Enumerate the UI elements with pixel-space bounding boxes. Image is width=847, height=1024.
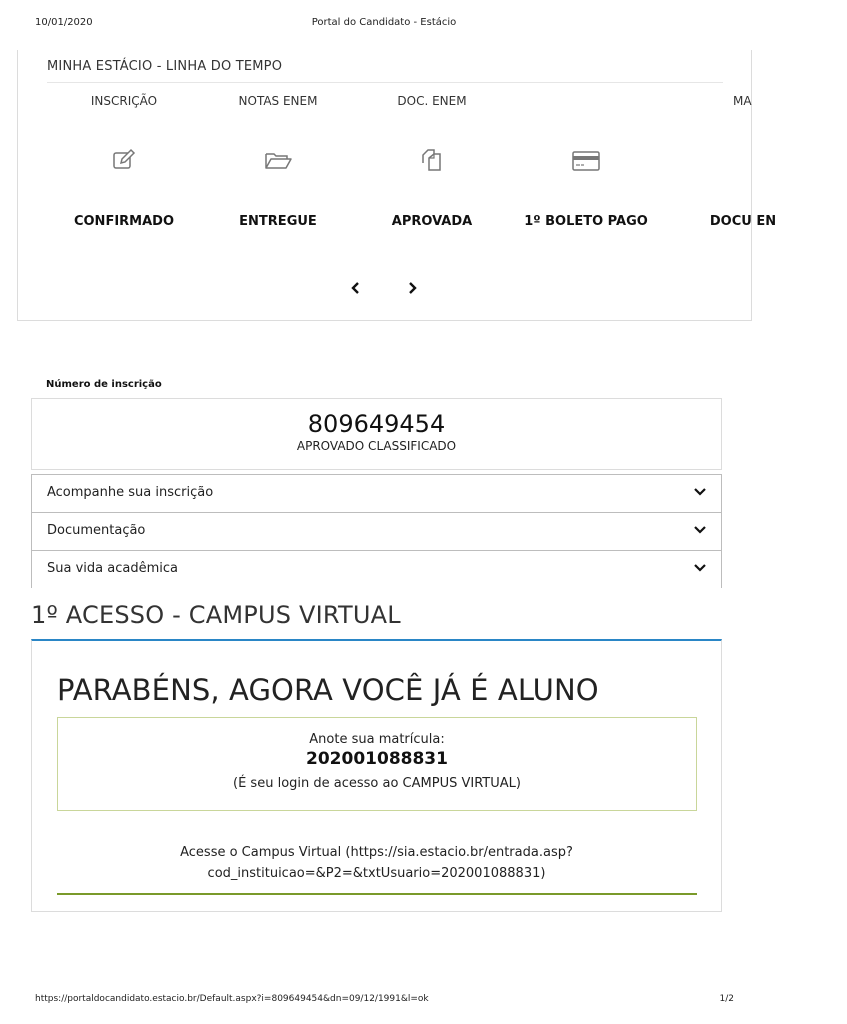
chevron-down-icon [693, 485, 707, 499]
step-label [509, 94, 663, 112]
inscricao-box [31, 398, 722, 470]
documents-icon [355, 146, 509, 174]
step-status: DOCU EN [709, 214, 777, 229]
accordion-item-vida-academica[interactable] [31, 550, 722, 588]
campus-card [31, 639, 722, 912]
matricula-note: Anote sua matrícula: [309, 732, 445, 747]
timeline-card [17, 50, 777, 321]
timeline-navigation [18, 276, 751, 300]
accordion-item-documentacao[interactable] [31, 512, 722, 550]
inscricao-label: Número de inscrição [46, 379, 162, 390]
step-label: MA [733, 94, 752, 108]
matricula-help: (É seu login de acesso ao CAMPUS VIRTUAL) [233, 776, 521, 791]
print-url: https://portaldocandidato.estacio.br/Default.aspx?i=809649454&dn=09/12/1991&l=ok [35, 994, 429, 1004]
timeline-title: MINHA ESTÁCIO - LINHA DO TEMPO [47, 59, 283, 74]
step-label: INSCRIÇÃO [90, 94, 158, 108]
timeline-step-inscricao [47, 94, 201, 229]
timeline-step-doc-enem [355, 94, 509, 229]
print-page-title: Portal do Candidato - Estácio [311, 17, 457, 28]
accordion-label: Sua vida acadêmica [47, 561, 178, 576]
campus-access-line-1: Acesse o Campus Virtual (https://sia.estacio.br/entrada.asp? [180, 845, 573, 860]
print-date: 10/01/2020 [35, 17, 93, 28]
chevron-down-icon [693, 561, 707, 575]
step-status: 1º BOLETO PAGO [524, 214, 648, 229]
access-divider [57, 893, 697, 895]
timeline-step-boleto [509, 94, 663, 229]
inscricao-number: 809649454 [307, 410, 446, 438]
folder-open-icon [201, 146, 355, 174]
step-status: ENTREGUE [239, 214, 317, 229]
timeline-step-documentos [663, 94, 817, 229]
section-title: 1º ACESSO - CAMPUS VIRTUAL [31, 601, 401, 629]
chevron-right-icon[interactable] [401, 276, 425, 300]
step-status: APROVADA [391, 214, 473, 229]
step-label: DOC. ENEM [397, 94, 467, 108]
accordion [31, 474, 722, 588]
credit-card-icon [509, 146, 663, 174]
step-label: NOTAS ENEM [238, 94, 318, 108]
matricula-number: 202001088831 [306, 749, 448, 769]
campus-access-text [32, 842, 721, 884]
chevron-down-icon [693, 523, 707, 537]
timeline-step-notas-enem [201, 94, 355, 229]
campus-access-line-2: cod_instituicao=&P2=&txtUsuario=202001088831) [207, 866, 546, 881]
timeline-steps [47, 94, 847, 254]
accordion-item-acompanhe[interactable] [31, 474, 722, 512]
matricula-box [57, 717, 697, 811]
inscricao-status: APROVADO CLASSIFICADO [296, 439, 457, 453]
congrats-heading: PARABÉNS, AGORA VOCÊ JÁ É ALUNO [57, 673, 599, 707]
accordion-label: Documentação [47, 523, 146, 538]
print-page-number: 1/2 [719, 994, 734, 1004]
chevron-left-icon[interactable] [343, 276, 367, 300]
accordion-label: Acompanhe sua inscrição [47, 485, 214, 500]
edit-icon [47, 146, 201, 174]
step-status: CONFIRMADO [73, 214, 175, 229]
timeline-divider [47, 82, 723, 83]
